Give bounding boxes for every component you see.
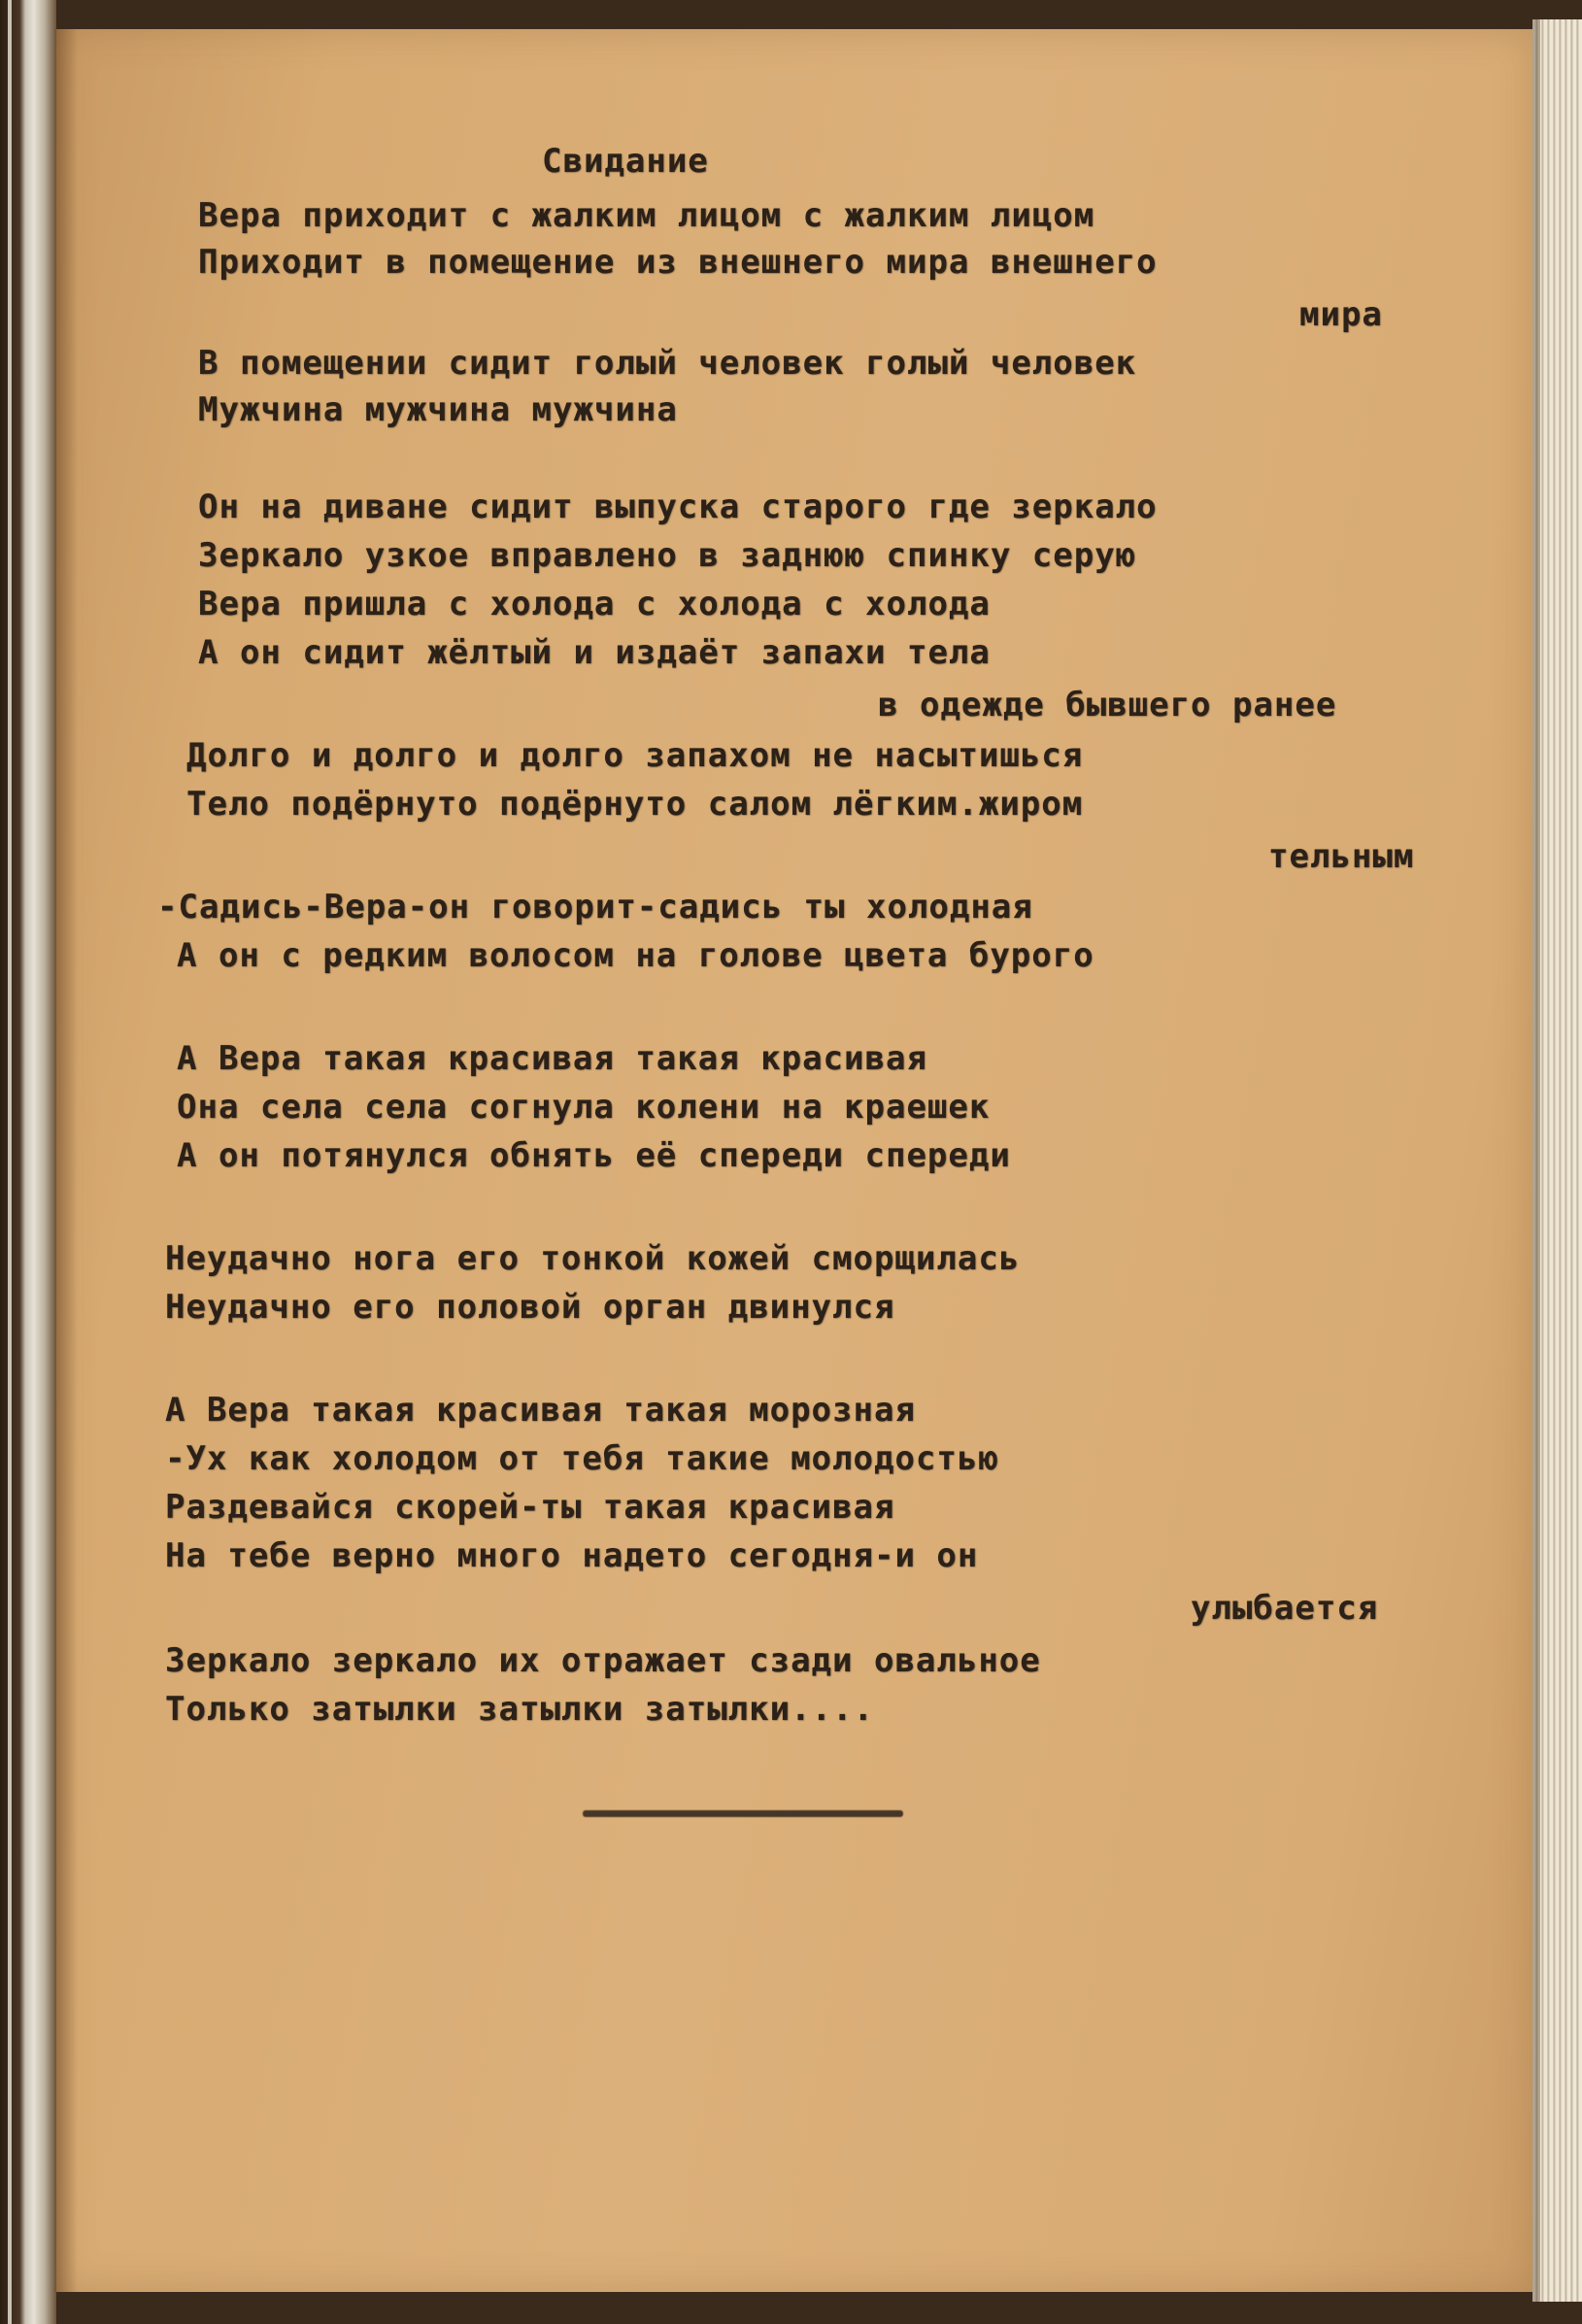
- poem-line: -Ух как холодом от тебя такие молодостью: [165, 1439, 999, 1478]
- poem-line: Вера пришла с холода с холода с холода: [198, 585, 991, 623]
- poem-line: -Садись-Вера-он говорит-садись ты холодная: [157, 888, 1033, 926]
- poem-line: А он сидит жёлтый и издаёт запахи тела: [198, 633, 991, 672]
- poem-line: Неудачно его половой орган двинулся: [165, 1288, 895, 1327]
- poem-line: Вера приходит с жалким лицом с жалким лицом: [198, 196, 1095, 235]
- poem-title: Свидание: [542, 142, 709, 181]
- poem-line: Долго и долго и долго запахом не насытишься: [186, 736, 1084, 775]
- poem-line: Зеркало узкое вправлено в заднюю спинку серую: [198, 536, 1137, 575]
- poem-line: тельным: [1268, 837, 1415, 876]
- poem-text: [56, 29, 1532, 2292]
- end-rule: [583, 1810, 903, 1817]
- poem-line: Только затылки затылки затылки....: [165, 1690, 874, 1729]
- poem-line: Тело подёрнуто подёрнуто салом лёгким.жиром: [186, 785, 1084, 824]
- poem-line: На тебе верно много надето сегодня-и он: [165, 1536, 979, 1575]
- poem-line: улыбается: [1191, 1589, 1379, 1628]
- poem-line: А он потянулся обнять её спереди спереди: [177, 1136, 1011, 1175]
- poem-line: в одежде бывшего ранее: [878, 686, 1337, 724]
- binding-edge: [8, 0, 12, 2324]
- poem-line: Неудачно нога его тонкой кожей сморщилась: [165, 1239, 1021, 1278]
- poem-line: А он с редким волосом на голове цвета бурого: [177, 936, 1094, 975]
- poem-line: Раздевайся скорей-ты такая красивая: [165, 1488, 895, 1527]
- poem-line: мира: [1299, 295, 1383, 334]
- poem-line: Он на диване сидит выпуска старого где зеркало: [198, 488, 1158, 526]
- poem-line: В помещении сидит голый человек голый человек: [198, 344, 1137, 383]
- poem-line: Мужчина мужчина мужчина: [198, 390, 678, 429]
- page-stack-shadow: [1532, 19, 1540, 2302]
- typewritten-page: [56, 29, 1532, 2292]
- poem-line: Она села села согнула колени на краешек: [177, 1088, 991, 1127]
- poem-line: Зеркало зеркало их отражает сзади овальное: [165, 1641, 1041, 1680]
- poem-line: А Вера такая красивая такая морозная: [165, 1391, 916, 1430]
- poem-line: А Вера такая красивая такая красивая: [177, 1039, 927, 1078]
- poem-line: Приходит в помещение из внешнего мира внешнего: [198, 243, 1158, 282]
